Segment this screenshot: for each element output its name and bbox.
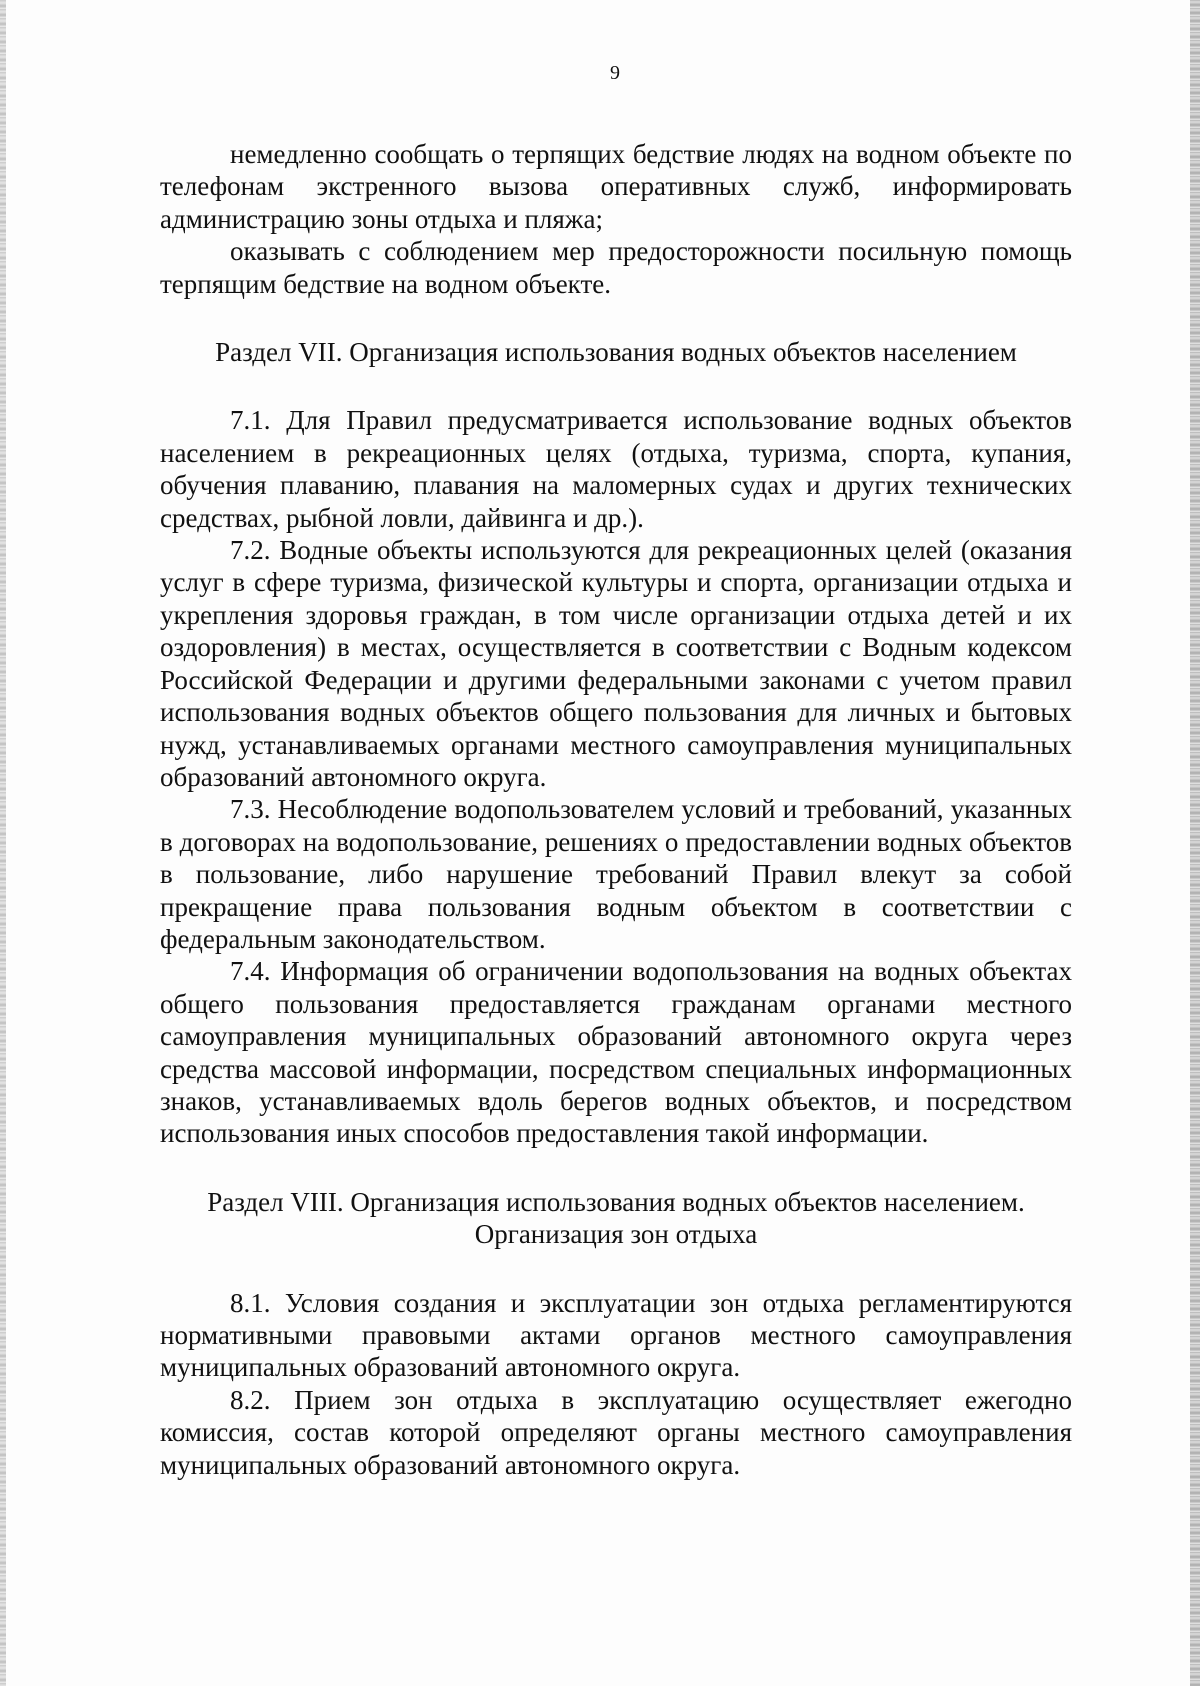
- paragraph-7-1: 7.1. Для Правил предусматривается использование водных объектов населением в рекреационных целях (отдыха, туризма, спорта, купания, обучения плаванию, плавания на маломерных судах и других технических средствах, рыбной ловли, дайвинга и др.).: [160, 405, 1072, 533]
- scan-edge-right: [1190, 0, 1200, 1686]
- page-number: 9: [610, 62, 620, 84]
- paragraph-7-4: 7.4. Информация об ограничении водопользования на водных объектах общего пользования предоставляется гражданам органами местного самоуправления муниципальных образований автономного округа через средства массовой информации, посредством специальных информационных знаков, устанавливаемых вдоль берегов водных объектов, и посредством использования иных способов предоставления такой информации.: [160, 956, 1072, 1149]
- paragraph-8-2: 8.2. Прием зон отдыха в эксплуатацию осуществляет ежегодно комиссия, состав которой определяют органы местного самоуправления муниципальных образований автономного округа.: [160, 1384, 1072, 1480]
- document-body: [160, 138, 1072, 1481]
- paragraph-provide-assistance: оказывать с соблюдением мер предосторожности посильную помощь терпящим бедствие на водном объекте.: [160, 236, 1072, 299]
- section-heading-viii-line-2: Организация зон отдыха: [474, 1219, 758, 1250]
- paragraph-7-3: 7.3. Несоблюдение водопользователем условий и требований, указанных в договорах на водопользование, решениях о предоставлении водных объектов в пользование, либо нарушение требований Правил влекут за собой прекращение права пользования водным объектом в соответствии с федеральным законодательством.: [160, 794, 1072, 954]
- section-heading-viii-line-1: Раздел VIII. Организация использования водных объектов населением.: [207, 1186, 1025, 1217]
- paragraph-report-distress: немедленно сообщать о терпящих бедствие людях на водном объекте по телефонам экстренного вызова оперативных служб, информировать администрацию зоны отдыха и пляжа;: [160, 139, 1072, 234]
- section-heading-viii: [160, 1186, 1072, 1251]
- paragraph-7-2: 7.2. Водные объекты используются для рекреационных целей (оказания услуг в сфере туризма, физической культуры и спорта, организации отдыха и укрепления здоровья граждан, в том числе организации отдыха детей и их оздоровления) в местах, осуществляется в соответствии с Водным кодексом Российской Федерации и другими федеральными законами с учетом правил использования водных объектов общего пользования для личных и бытовых нужд, устанавливаемых органами местного самоуправления муниципальных образований автономного округа.: [160, 535, 1072, 792]
- paragraph-8-1: 8.1. Условия создания и эксплуатации зон отдыха регламентируются нормативными правовыми актами органов местного самоуправления муниципальных образований автономного округа.: [160, 1287, 1072, 1383]
- scan-edge-left: [0, 0, 6, 1686]
- section-heading-vii: [160, 336, 1072, 368]
- section-heading-vii-line-1: Раздел VII. Организация использования водных объектов населением: [215, 337, 1017, 368]
